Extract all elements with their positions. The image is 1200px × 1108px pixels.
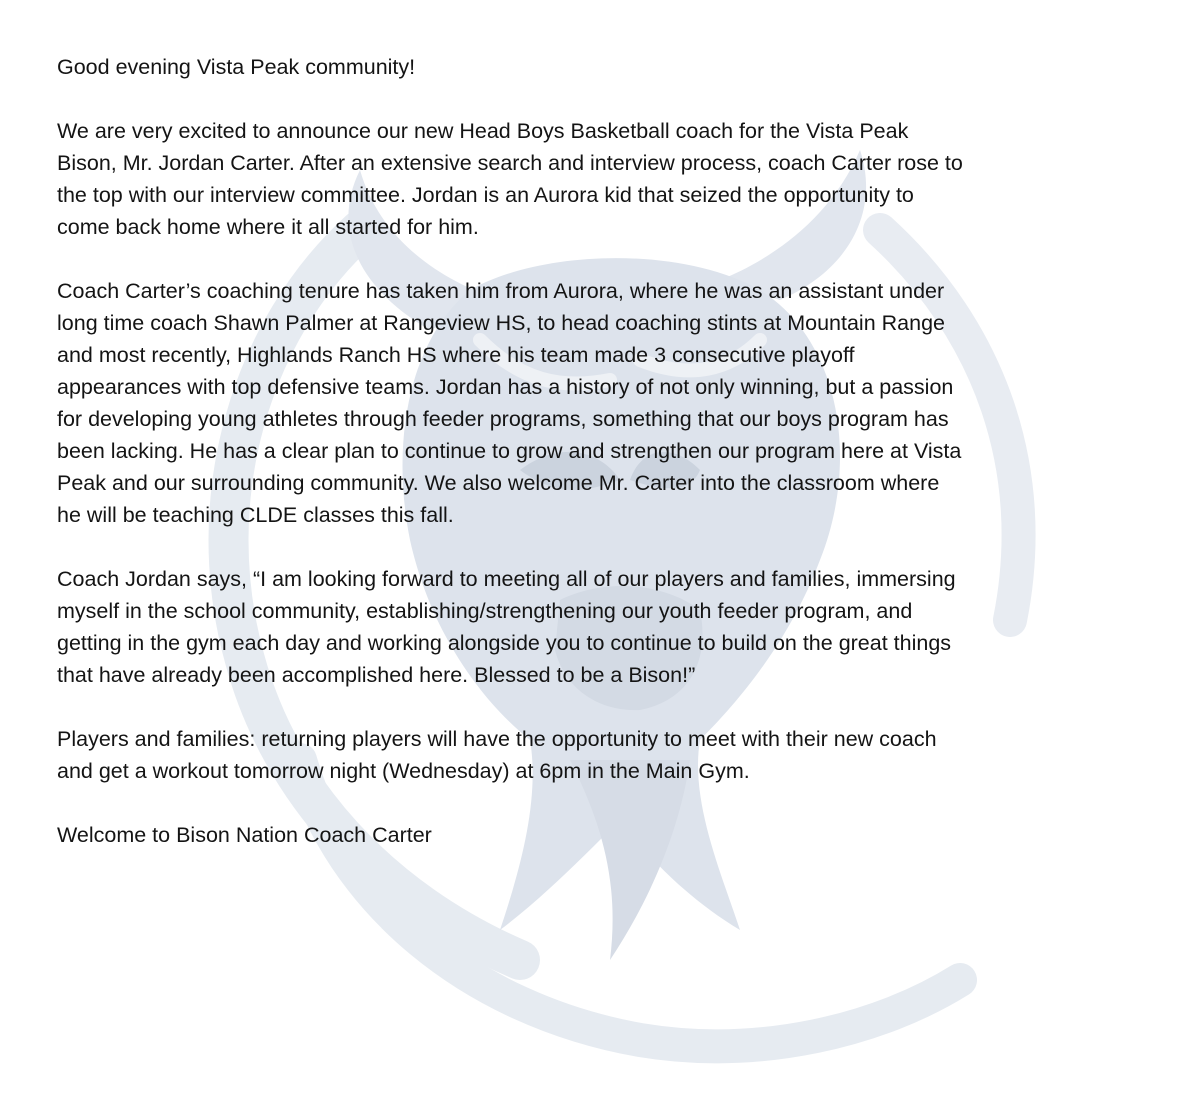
paragraph-line: Players and families: returning players will have the opportunity to meet with their new coach <box>57 727 937 751</box>
paragraph-meeting-info <box>57 723 1157 787</box>
closing <box>57 819 1157 851</box>
paragraph-line: for developing young athletes through feeder programs, something that our boys program has <box>57 407 949 431</box>
paragraph-line: getting in the gym each day and working alongside you to continue to build on the great things <box>57 631 952 655</box>
announcement-body <box>57 51 1157 883</box>
paragraph-line: Coach Carter’s coaching tenure has taken him from Aurora, where he was an assistant under <box>57 279 945 303</box>
paragraph-line: long time coach Shawn Palmer at Rangeview HS, to head coaching stints at Mountain Range <box>57 311 945 335</box>
greeting <box>57 51 1157 83</box>
paragraph-line: and most recently, Highlands Ranch HS where his team made 3 consecutive playoff <box>57 343 855 367</box>
paragraph-line: that have already been accomplished here. Blessed to be a Bison!” <box>57 663 696 687</box>
paragraph-line: We are very excited to announce our new Head Boys Basketball coach for the Vista Peak <box>57 119 909 143</box>
paragraph-line: the top with our interview committee. Jordan is an Aurora kid that seized the opportunity to <box>57 183 914 207</box>
paragraph-line: he will be teaching CLDE classes this fall. <box>57 503 454 527</box>
paragraph-line: Peak and our surrounding community. We also welcome Mr. Carter into the classroom where <box>57 471 940 495</box>
paragraph-coaching-history <box>57 275 1157 531</box>
paragraph-line: Bison, Mr. Jordan Carter. After an extensive search and interview process, coach Carter rose to <box>57 151 963 175</box>
closing-line: Welcome to Bison Nation Coach Carter <box>57 823 432 847</box>
paragraph-line: and get a workout tomorrow night (Wednesday) at 6pm in the Main Gym. <box>57 759 750 783</box>
paragraph-line: been lacking. He has a clear plan to continue to grow and strengthen our program here at Vista <box>57 439 962 463</box>
paragraph-line: appearances with top defensive teams. Jordan has a history of not only winning, but a passion <box>57 375 954 399</box>
paragraph-line: Coach Jordan says, “I am looking forward to meeting all of our players and families, immersing <box>57 567 956 591</box>
paragraph-line: myself in the school community, establishing/strengthening our youth feeder program, and <box>57 599 913 623</box>
paragraph-introduction <box>57 115 1157 243</box>
greeting-line: Good evening Vista Peak community! <box>57 55 416 79</box>
paragraph-coach-quote <box>57 563 1157 691</box>
paragraph-line: come back home where it all started for him. <box>57 215 479 239</box>
